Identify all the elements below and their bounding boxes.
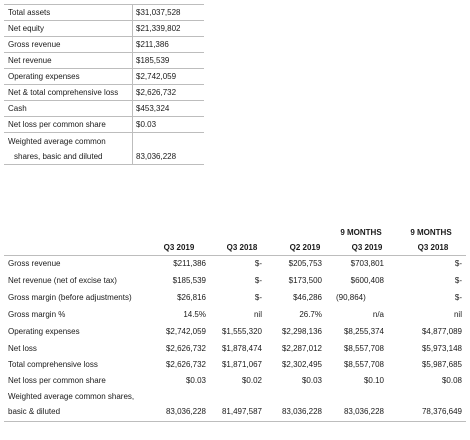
cell-value: $8,557,708 <box>343 360 384 369</box>
summary-label: Net & total comprehensive loss <box>8 88 119 97</box>
cell-value: $173,500 <box>288 276 322 285</box>
cell-value: $- <box>254 276 262 285</box>
summary-value: $31,037,528 <box>136 8 181 17</box>
summary-row-divider <box>4 68 204 69</box>
column-header: Q2 2019 <box>289 243 321 252</box>
cell-value: $0.03 <box>301 376 322 385</box>
cell-value: $2,626,732 <box>165 344 206 353</box>
summary-label: Operating expenses <box>8 72 80 81</box>
cell-value: nil <box>453 310 462 319</box>
cell-value: $- <box>454 259 462 268</box>
column-header-period: 9 MONTHS <box>410 228 452 237</box>
table-bottom-border <box>4 421 466 422</box>
cell-value: $8,255,374 <box>343 327 384 336</box>
summary-value: $0.03 <box>136 120 157 129</box>
summary-row-divider <box>4 36 204 37</box>
summary-value: $185,539 <box>136 56 170 65</box>
summary-label: Weighted average common <box>8 137 106 146</box>
summary-row-divider <box>4 84 204 85</box>
cell-value: $- <box>254 293 262 302</box>
summary-label: Net revenue <box>8 56 52 65</box>
cell-value: 83,036,228 <box>165 407 206 416</box>
summary-label: Net equity <box>8 24 45 33</box>
summary-value: $2,742,059 <box>136 72 177 81</box>
summary-top-border <box>4 4 204 5</box>
row-label: Total comprehensive loss <box>8 360 98 369</box>
cell-value: (90,864) <box>336 293 366 302</box>
cell-value: $211,386 <box>173 259 206 268</box>
cell-value: $2,287,012 <box>281 344 322 353</box>
cell-value: n/a <box>372 310 384 319</box>
column-header: Q3 2018 <box>417 243 449 252</box>
cell-value: $0.10 <box>363 376 384 385</box>
summary-value: $453,324 <box>136 104 170 113</box>
cell-value: $1,878,474 <box>221 344 262 353</box>
cell-value: $1,871,067 <box>221 360 262 369</box>
summary-label: Cash <box>8 104 27 113</box>
summary-value: $21,339,802 <box>136 24 181 33</box>
row-label: Net revenue (net of excise tax) <box>8 276 117 285</box>
header-divider <box>4 255 466 256</box>
column-header: Q3 2019 <box>351 243 383 252</box>
cell-value: $26,816 <box>177 293 206 302</box>
summary-label: Net loss per common share <box>8 120 106 129</box>
cell-value: $- <box>454 276 462 285</box>
column-header-period: 9 MONTHS <box>340 228 382 237</box>
cell-value: 83,036,228 <box>281 407 322 416</box>
summary-row-divider <box>4 52 204 53</box>
cell-value: $8,557,708 <box>343 344 384 353</box>
summary-value: 83,036,228 <box>136 152 177 161</box>
cell-value: $- <box>254 259 262 268</box>
summary-label: Total assets <box>8 8 51 17</box>
cell-value: $- <box>454 293 462 302</box>
cell-value: $4,877,089 <box>421 327 462 336</box>
cell-value: $2,626,732 <box>165 360 206 369</box>
cell-value: 83,036,228 <box>343 407 384 416</box>
cell-value: 78,376,649 <box>421 407 462 416</box>
cell-value: $2,298,136 <box>281 327 322 336</box>
row-label: Net loss per common share <box>8 376 106 385</box>
row-label: Gross margin % <box>8 310 66 319</box>
row-label: Gross revenue <box>8 259 61 268</box>
column-header: Q3 2018 <box>226 243 258 252</box>
summary-label: Gross revenue <box>8 40 61 49</box>
cell-value: $5,973,148 <box>421 344 462 353</box>
summary-row-divider <box>4 100 204 101</box>
cell-value: $185,539 <box>172 276 206 285</box>
cell-value: 26.7% <box>299 310 322 319</box>
cell-value: nil <box>253 310 262 319</box>
cell-value: $2,742,059 <box>165 327 206 336</box>
summary-row-divider <box>4 132 204 133</box>
cell-value: $2,302,495 <box>281 360 322 369</box>
row-label: Gross margin (before adjustments) <box>8 293 132 302</box>
cell-value: $0.08 <box>441 376 462 385</box>
cell-value: $205,753 <box>288 259 322 268</box>
summary-value: $211,386 <box>136 40 169 49</box>
cell-value: 14.5% <box>183 310 206 319</box>
cell-value: $0.03 <box>185 376 206 385</box>
cell-value: $5,987,685 <box>421 360 462 369</box>
cell-value: 81,497,587 <box>221 407 262 416</box>
cell-value: $600,408 <box>350 276 384 285</box>
summary-row-divider <box>4 116 204 117</box>
row-label: basic & diluted <box>8 407 61 416</box>
summary-value: $2,626,732 <box>136 88 177 97</box>
column-header: Q3 2019 <box>163 243 195 252</box>
cell-value: $1,555,320 <box>221 327 262 336</box>
row-label: Net loss <box>8 344 37 353</box>
summary-bottom-border <box>4 164 204 165</box>
cell-value: $46,286 <box>293 293 322 302</box>
row-label: Operating expenses <box>8 327 80 336</box>
row-label: Weighted average common shares, <box>8 392 135 401</box>
cell-value: $0.02 <box>241 376 262 385</box>
summary-row-divider <box>4 20 204 21</box>
summary-label: shares, basic and diluted <box>14 152 103 161</box>
cell-value: $703,801 <box>350 259 384 268</box>
